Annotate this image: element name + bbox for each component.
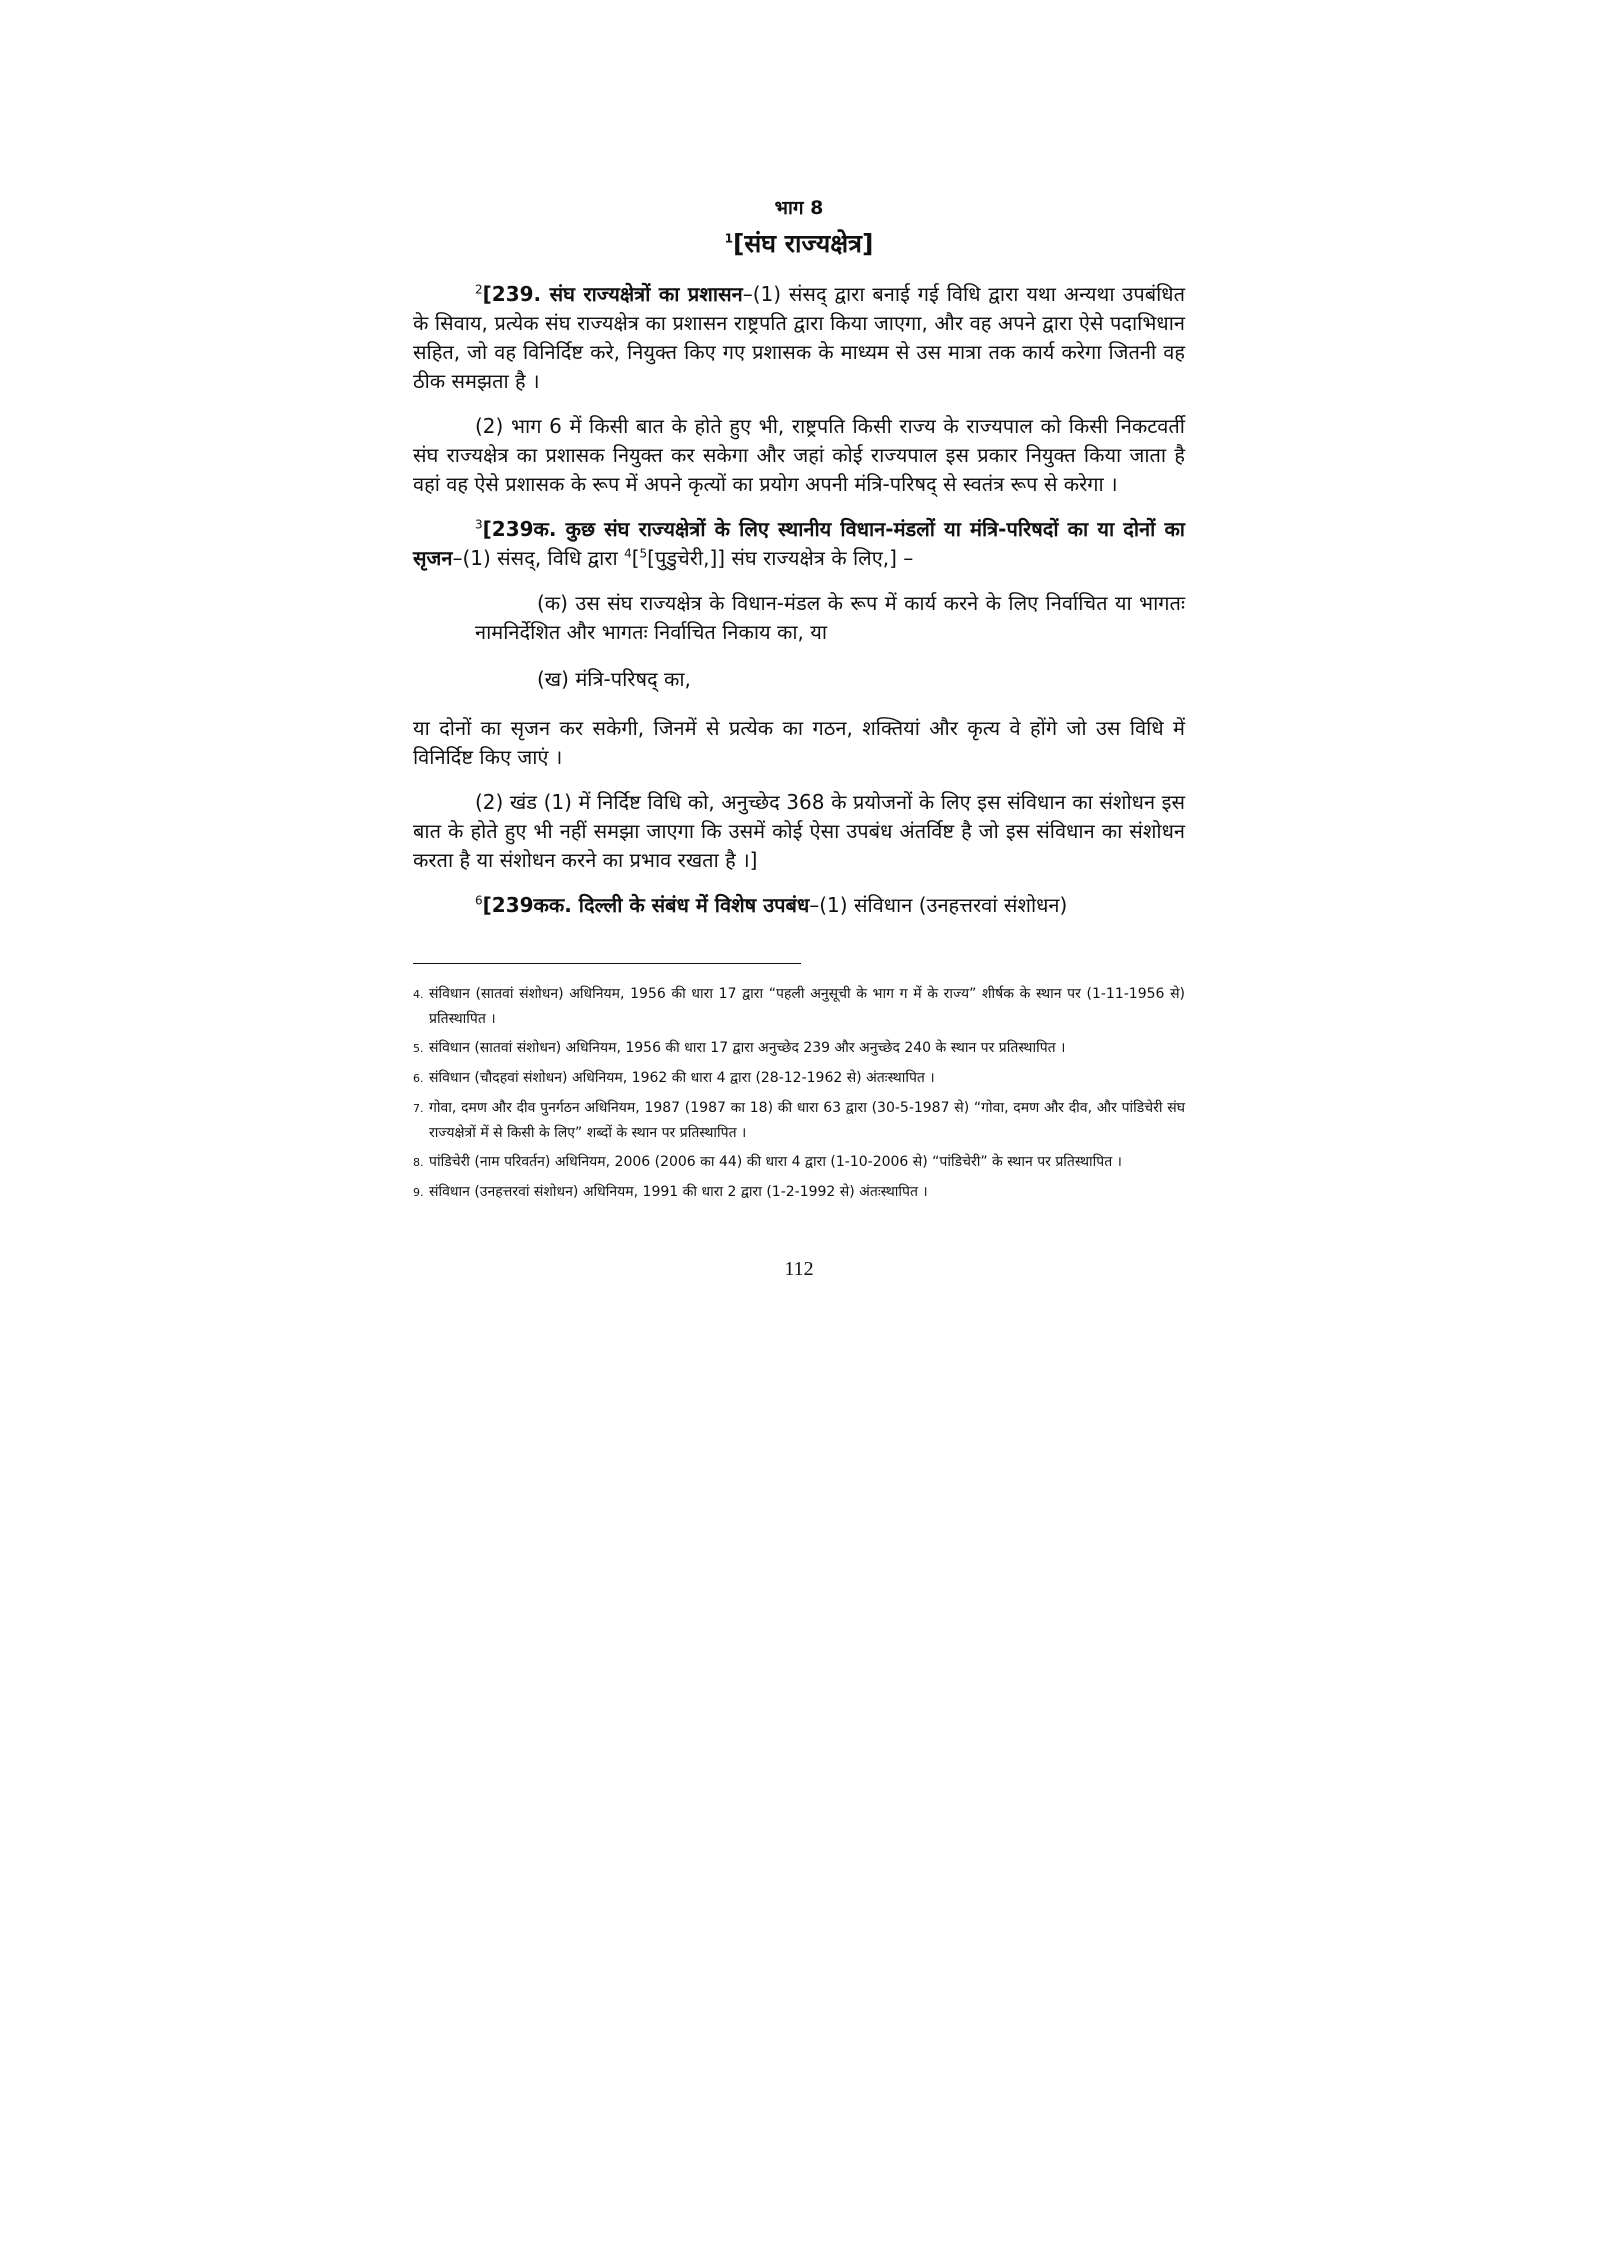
chapter-title-text: [संघ राज्यक्षेत्र] [732,229,874,258]
article-239-heading: [239. संघ राज्यक्षेत्रों का प्रशासन [482,282,743,306]
article-239-clause-1 [413,280,1185,396]
article-239a-intro: –(1) संसद्, विधि द्वारा [452,546,625,570]
article-239-clause-2: (2) भाग 6 में किसी बात के होते हुए भी, राष्ट्रपति किसी राज्य के राज्यपाल को किसी निकटवर्ती संघ राज्यक्षेत्र का प्रशासक नियुक्त कर सकेगा और जहां कोई राज्यपाल इस प्रकार नियुक्त किया जाता है वहां वह ऐसे प्रशासक के रूप में अपने कृत्यों का प्रयोग अपनी मंत्रि-परिषद् से स्वतंत्र रूप से करेगा । [413,414,1185,496]
footnote-ref-3: 3 [475,517,483,532]
footnote-item [413,1180,1185,1205]
article-239a-tail: या दोनों का सृजन कर सकेगी, जिनमें से प्रत्येक का गठन, शक्तियां और कृत्य वे होंगे जो उस विधि में विनिर्दिष्ट किए जाएं । [413,716,1185,769]
page-body [413,196,1185,936]
article-239a-clause-kha: (ख) मंत्रि-परिषद् का, [537,667,691,691]
footnote-number: 8. [413,1156,424,1169]
article-239-text-1: –(1) संसद् द्वारा बनाई गई विधि द्वारा यथा अन्यथा उपबंधित के सिवाय, प्रत्येक संघ राज्यक्षेत्र का प्रशासन राष्ट्रपति द्वारा किया जाएगा, और वह अपने द्वारा ऐसे पदाभिधान सहित, जो वह विनिर्दिष्ट करे, नियुक्त किए गए प्रशासक के माध्यम से उस मात्रा तक कार्य करेगा जितनी वह ठीक समझता है । [413,282,1185,393]
bracket-open: [ [631,546,640,570]
footnote-text: संविधान (सातवां संशोधन) अधिनियम, 1956 की धारा 17 द्वारा अनुच्छेद 239 और अनुच्छेद 240 के स्थान पर प्रतिस्थापित । [429,1040,1066,1056]
footnote-text: संविधान (सातवां संशोधन) अधिनियम, 1956 की धारा 17 द्वारा “पहली अनुसूची के भाग ग में के राज्य” शीर्षक के स्थान पर (1-11-1956 से) प्रतिस्थापित । [429,986,1185,1027]
chapter-title [413,228,1185,260]
footnote-text: संविधान (उनहत्तरवां संशोधन) अधिनियम, 1991 की धारा 2 द्वारा (1-2-1992 से) अंतःस्थापित । [429,1184,928,1200]
footnote-item [413,1036,1185,1061]
article-239a-inserted: [पुडुचेरी,]] संघ राज्यक्षेत्र के लिए,] – [647,546,914,570]
footnote-divider [413,963,801,964]
footnote-number: 5. [413,1042,424,1055]
footnote-number: 7. [413,1102,424,1115]
part-title: भाग 8 [774,197,824,219]
page-number: 112 [784,1258,814,1280]
footnote-ref-4: 4 [624,546,632,561]
footnote-text: संविधान (चौदहवां संशोधन) अधिनियम, 1962 की धारा 4 द्वारा (28-12-1962 से) अंतःस्थापित । [429,1070,935,1086]
article-239aa-heading-para [413,891,1185,920]
footnote-ref-5: 5 [639,546,648,561]
footnote-number: 9. [413,1186,424,1199]
footnote-text: पांडिचेरी (नाम परिवर्तन) अधिनियम, 2006 (2006 का 44) की धारा 4 द्वारा (1-10-2006 से) “पांडिचेरी” के स्थान पर प्रतिस्थापित । [429,1154,1122,1170]
footnote-item [413,982,1185,1031]
article-239a-heading-para [413,515,1185,573]
article-239a-clause-ka: (क) उस संघ राज्यक्षेत्र के विधान-मंडल के रूप में कार्य करने के लिए निर्वाचित या भागतः नामनिर्देशित और भागतः निर्वाचित निकाय का, या [475,591,1185,644]
footnote-item [413,1066,1185,1091]
footnote-number: 6. [413,1072,424,1085]
footnote-ref-6: 6 [475,893,483,908]
footnote-ref-1: 1 [724,231,733,246]
footnote-item [413,1150,1185,1175]
article-239a-clause-2: (2) खंड (1) में निर्दिष्ट विधि को, अनुच्छेद 368 के प्रयोजनों के लिए इस संविधान का संशोधन इस बात के होते हुए भी नहीं समझा जाएगा कि उसमें कोई ऐसा उपबंध अंतर्विष्ट है जो इस संविधान का संशोधन करता है या संशोधन करने का प्रभाव रखता है ।] [413,790,1185,872]
footnote-text: गोवा, दमण और दीव पुनर्गठन अधिनियम, 1987 (1987 का 18) की धारा 63 द्वारा (30-5-1987 से) “गोवा, दमण और दीव, और पांडिचेरी संघ राज्यक्षेत्रों में से किसी के लिए” शब्दों के स्थान पर प्रतिस्थापित । [429,1100,1185,1141]
footnote-number: 4. [413,988,424,1001]
footnotes [413,982,1185,1210]
footnote-ref-2: 2 [475,282,483,297]
article-239a-heading: [239क. कुछ संघ राज्यक्षेत्रों के लिए स्थानीय विधान-मंडलों या मंत्रि-परिषदों का या दोनों का सृजन [413,517,1185,570]
article-239aa-text: –(1) संविधान (उनहत्तरवां संशोधन) [809,893,1068,917]
article-239aa-heading: [239कक. दिल्ली के संबंध में विशेष उपबंध [482,893,810,917]
footnote-item [413,1096,1185,1145]
